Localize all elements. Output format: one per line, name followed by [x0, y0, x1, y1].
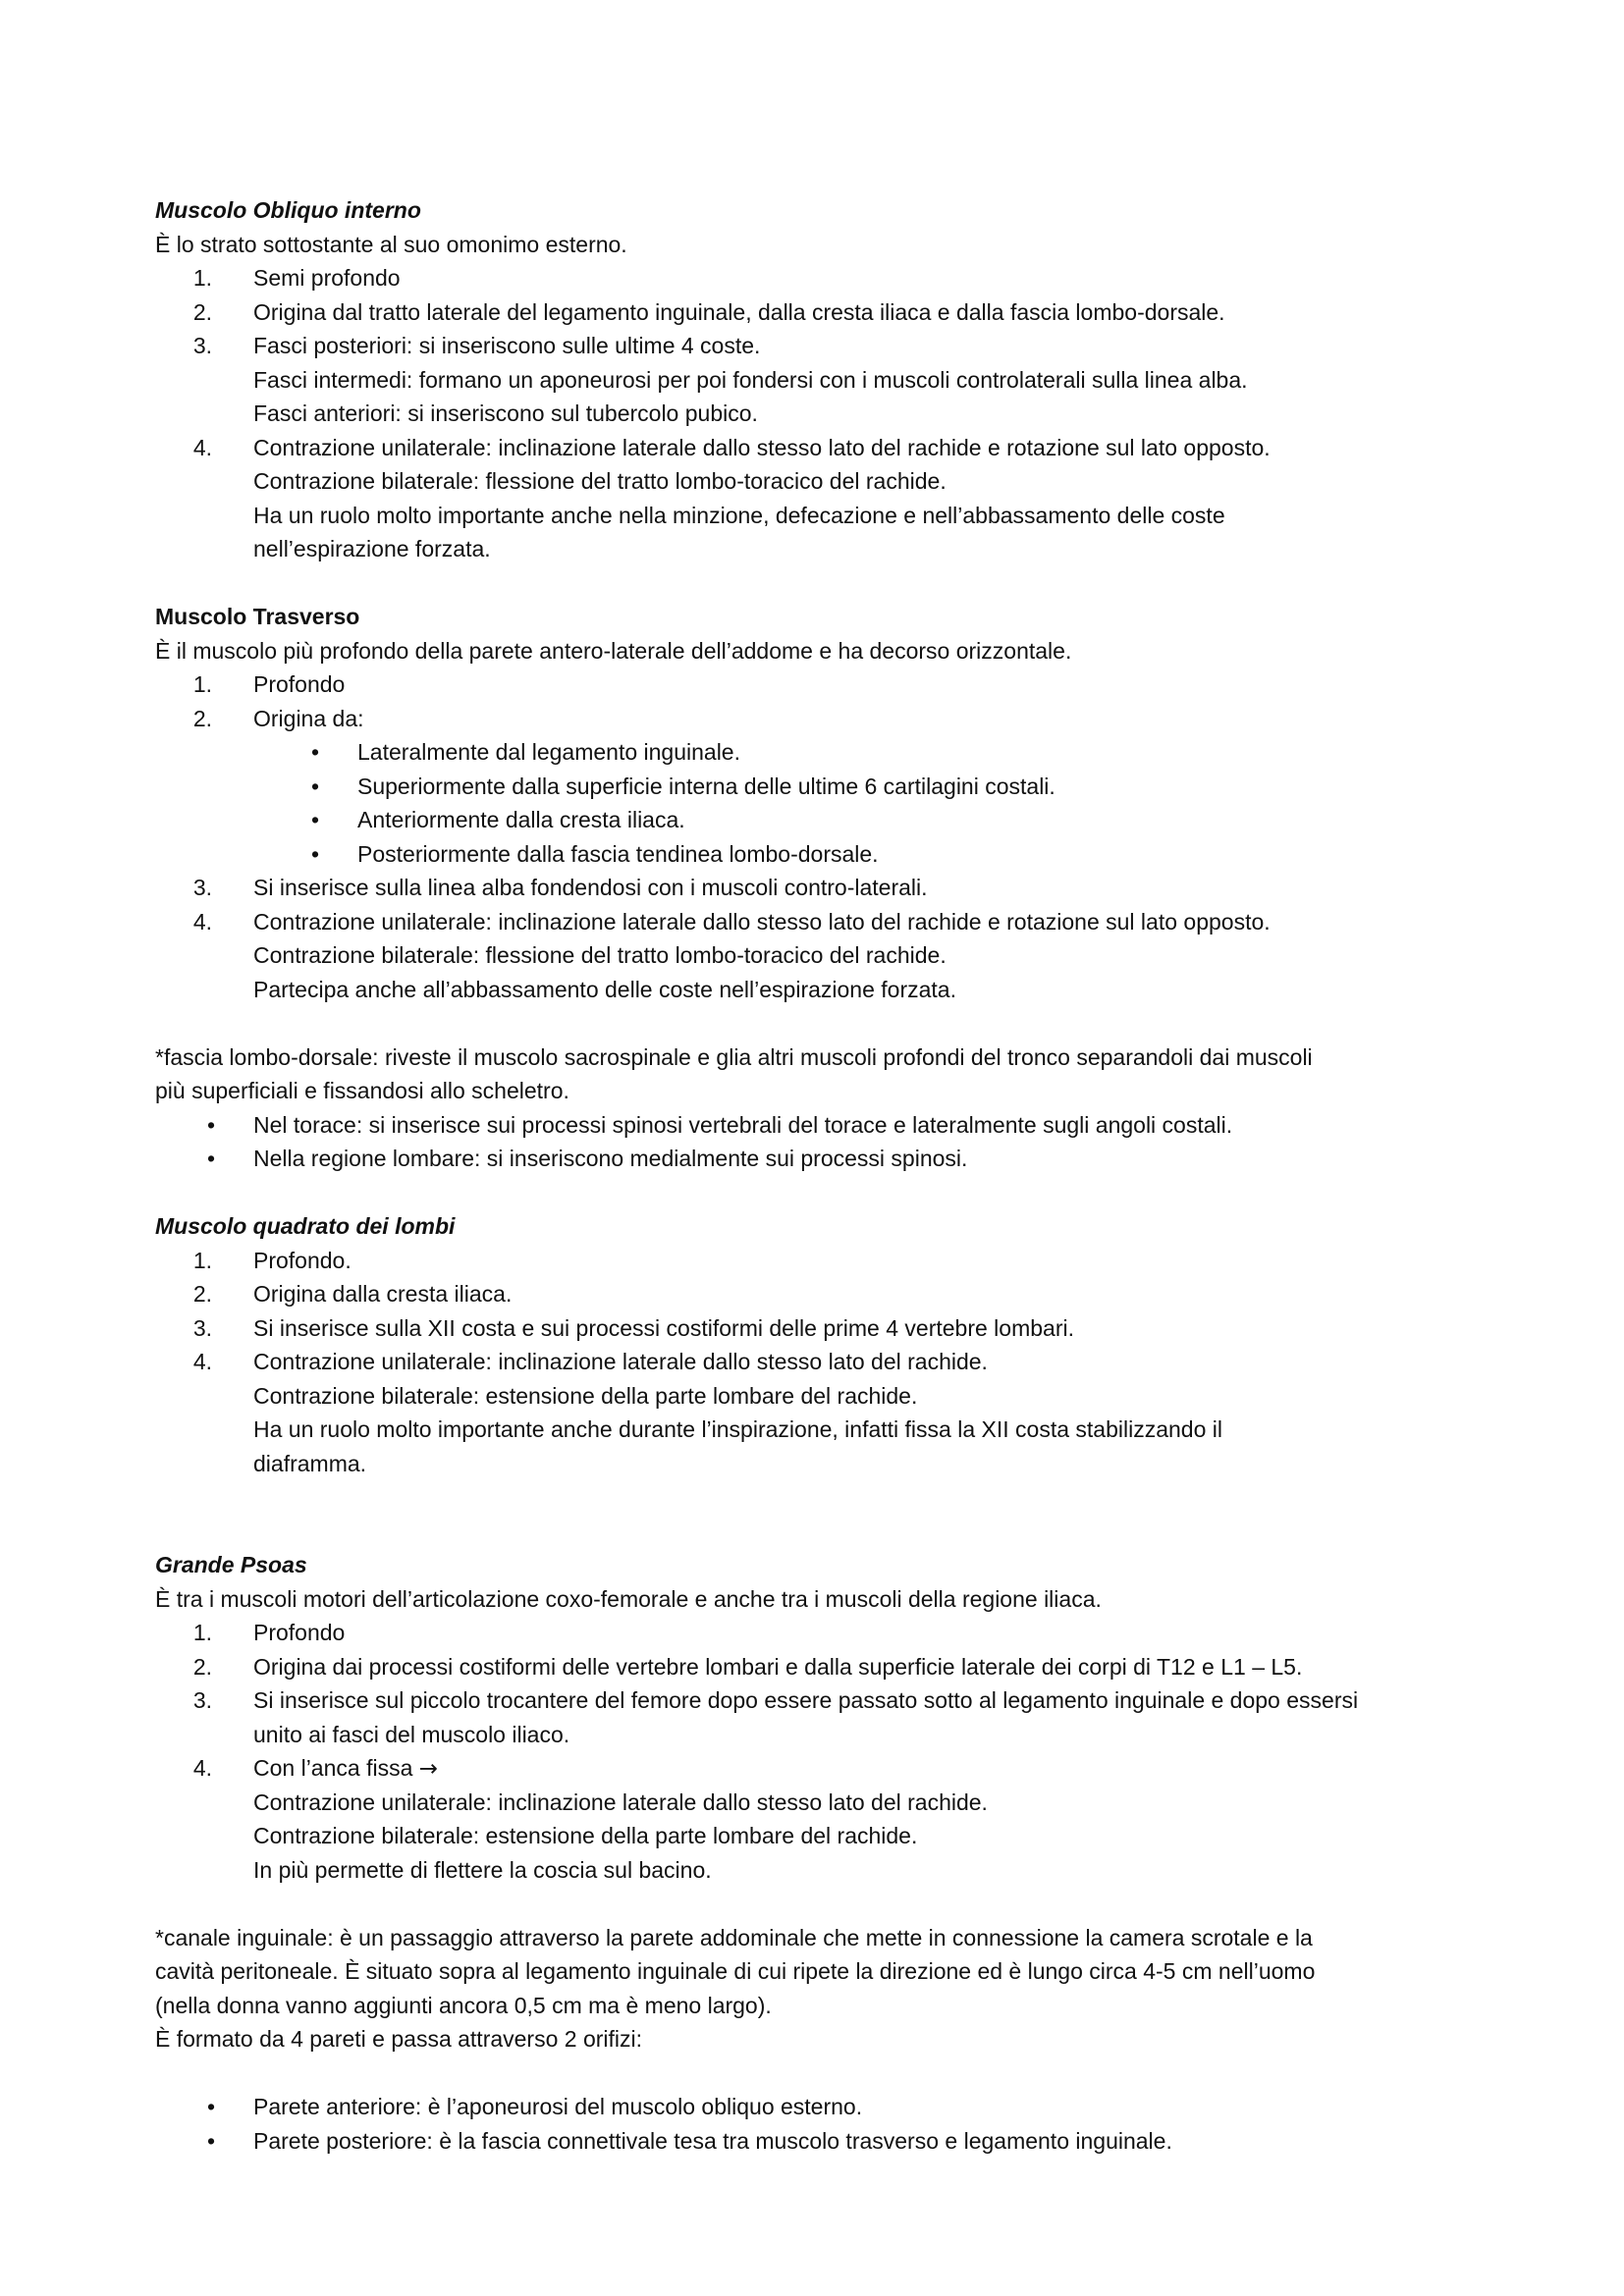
list-number: 2. — [192, 298, 212, 325]
list-text: In più permette di flettere la coscia sul bacino. — [253, 1856, 712, 1883]
bullet-icon: • — [207, 2127, 216, 2154]
list-item — [155, 973, 1490, 1007]
section-title-trasverso: Muscolo Trasverso — [155, 604, 360, 629]
list-text: diaframma. — [253, 1450, 367, 1476]
page-content — [155, 193, 1490, 2158]
bullet-text: Nella regione lombare: si inseriscono medialmente sui processi spinosi. — [253, 1146, 968, 1171]
bullet-text: Parete posteriore: è la fascia connettivale tesa tra muscolo trasverso e legamento inguinale. — [253, 2127, 1172, 2154]
list-text: Origina dalla cresta iliaca. — [253, 1281, 513, 1307]
list-item — [155, 1277, 1490, 1311]
list-number: 1. — [192, 1620, 212, 1645]
list-item — [155, 499, 1490, 533]
list-text: Contrazione bilaterale: flessione del tratto lombo-toracico del rachide. — [253, 468, 947, 494]
note-canale-line-4: È formato da 4 pareti e passa attraverso 2 orifizi: — [155, 2026, 643, 2052]
list-text: nell’espirazione forzata. — [253, 536, 491, 561]
list-item — [155, 1683, 1490, 1718]
list-number: 2. — [192, 1281, 212, 1307]
list-item — [155, 702, 1490, 736]
list-number: 1. — [192, 671, 212, 697]
list-item — [155, 1751, 1490, 1786]
list-text: Fasci posteriori: si inseriscono sulle ultime 4 coste. — [253, 333, 761, 358]
note-canale-line-2: cavità peritoneale. È situato sopra al legamento inguinale di cui ripete la direzione ed è lungo circa 4-5 cm nell’uomo — [155, 1958, 1316, 1984]
list-item — [155, 295, 1490, 330]
list-number: 2. — [192, 705, 212, 731]
bullet-text: Nel torace: si inserisce sui processi spinosi vertebrali del torace e lateralmente sugli angoli costali. — [253, 1111, 1233, 1138]
list-text: Contrazione bilaterale: estensione della parte lombare del rachide. — [253, 1823, 918, 1848]
psoas-list — [155, 1616, 1490, 1887]
list-text: Si inserisce sul piccolo trocantere del femore dopo essere passato sotto al legamento inguinale e dopo essersi — [253, 1687, 1359, 1713]
list-text: Fasci anteriori: si inseriscono sul tubercolo pubico. — [253, 400, 758, 426]
list-text: Fasci intermedi: formano un aponeurosi per poi fondersi con i muscoli controlaterali sulla linea alba. — [253, 366, 1248, 393]
bullet-icon: • — [207, 1111, 216, 1138]
list-item — [155, 329, 1490, 363]
list-item — [155, 1650, 1490, 1684]
list-item — [155, 1413, 1490, 1447]
bullet-icon: • — [311, 773, 320, 799]
trasverso-sublist — [155, 735, 1490, 871]
bullet-icon: • — [207, 1146, 216, 1171]
list-text: Origina da: — [253, 705, 364, 731]
list-number: 3. — [192, 333, 212, 358]
list-text: Contrazione unilaterale: inclinazione laterale dallo stesso lato del rachide. — [253, 1349, 988, 1374]
list-item — [155, 363, 1490, 398]
list-text: Contrazione bilaterale: flessione del tratto lombo-toracico del rachide. — [253, 942, 947, 968]
section-intro-obliquo: È lo strato sottostante al suo omonimo esterno. — [155, 231, 627, 257]
section-title-obliquo: Muscolo Obliquo interno — [155, 197, 421, 223]
trasverso-list-rest — [155, 871, 1490, 1006]
section-intro-trasverso: È il muscolo più profondo della parete antero-laterale dell’addome e ha decorso orizzontale. — [155, 637, 1072, 664]
list-number: 3. — [192, 875, 212, 900]
arrow-right-icon: → — [418, 1756, 439, 1782]
list-item — [155, 1819, 1490, 1853]
bullet-text: Superiormente dalla superficie interna delle ultime 6 cartilagini costali. — [357, 773, 1056, 799]
bullet-icon: • — [311, 840, 320, 867]
list-number: 3. — [192, 1314, 212, 1341]
list-text: Profondo — [253, 1620, 346, 1645]
list-number: 3. — [192, 1687, 212, 1713]
list-item — [155, 1786, 1490, 1820]
list-item — [155, 905, 1490, 939]
list-text: Origina dai processi costiformi delle vertebre lombari e dalla superficie laterale dei corpi di T12 e L1 – L5. — [253, 1653, 1303, 1680]
list-item — [155, 667, 1490, 702]
bullet-icon: • — [311, 807, 320, 832]
list-item — [155, 1244, 1490, 1278]
list-text: Ha un ruolo molto importante anche nella minzione, defecazione e nell’abbassamento delle coste — [253, 502, 1225, 528]
note-fascia-line-1: *fascia lombo-dorsale: riveste il muscolo sacrospinale e glia altri muscoli profondi del tronco separandoli dai muscoli — [155, 1043, 1313, 1070]
list-item — [155, 431, 1490, 465]
list-text: Si inserisce sulla linea alba fondendosi con i muscoli contro-laterali. — [253, 875, 928, 900]
list-item — [155, 1616, 1490, 1650]
bullet-item — [155, 837, 1490, 872]
list-item — [155, 938, 1490, 973]
list-item — [155, 464, 1490, 499]
fascia-bullets — [155, 1108, 1490, 1176]
list-item — [155, 1718, 1490, 1752]
list-number: 4. — [192, 434, 212, 460]
bullet-icon: • — [311, 739, 320, 765]
list-text: Contrazione unilaterale: inclinazione laterale dallo stesso lato del rachide. — [253, 1789, 988, 1815]
obliquo-list — [155, 261, 1490, 566]
list-text: Ha un ruolo molto importante anche durante l’inspirazione, infatti fissa la XII costa stabilizzando il — [253, 1416, 1222, 1442]
list-text: Si inserisce sulla XII costa e sui processi costiformi delle prime 4 vertebre lombari. — [253, 1314, 1074, 1341]
list-item — [155, 532, 1490, 566]
list-number: 1. — [192, 265, 212, 291]
list-item — [155, 1447, 1490, 1481]
list-item — [155, 1379, 1490, 1414]
bullet-item — [155, 803, 1490, 837]
list-text: Con l’anca fissa — [253, 1755, 413, 1781]
note-canale-line-1: *canale inguinale: è un passaggio attraverso la parete addominale che mette in connessione la camera scrotale e la — [155, 1924, 1313, 1950]
list-text: Contrazione unilaterale: inclinazione laterale dallo stesso lato del rachide e rotazione sul lato opposto. — [253, 434, 1271, 460]
list-text: Profondo — [253, 671, 346, 697]
list-item — [155, 1345, 1490, 1379]
list-text: Semi profondo — [253, 265, 401, 291]
bullet-text: Posteriormente dalla fascia tendinea lombo-dorsale. — [357, 840, 879, 867]
list-item — [155, 261, 1490, 295]
bullet-item — [155, 2090, 1490, 2124]
bullet-item — [155, 1142, 1490, 1176]
list-item — [155, 397, 1490, 431]
bullet-item — [155, 770, 1490, 804]
list-text: unito ai fasci del muscolo iliaco. — [253, 1721, 570, 1747]
bullet-text: Anteriormente dalla cresta iliaca. — [357, 807, 685, 832]
note-fascia-line-2: più superficiali e fissandosi allo scheletro. — [155, 1078, 569, 1103]
list-number: 4. — [192, 1755, 212, 1781]
list-number: 4. — [192, 1349, 212, 1374]
canale-bullets — [155, 2090, 1490, 2158]
list-text: Contrazione bilaterale: estensione della parte lombare del rachide. — [253, 1382, 918, 1409]
quadrato-list — [155, 1244, 1490, 1481]
list-item — [155, 871, 1490, 905]
bullet-text: Parete anteriore: è l’aponeurosi del muscolo obliquo esterno. — [253, 2094, 863, 2119]
list-text: Profondo. — [253, 1247, 352, 1273]
note-canale-line-3: (nella donna vanno aggiunti ancora 0,5 cm ma è meno largo). — [155, 1992, 772, 2018]
list-text: Partecipa anche all’abbassamento delle coste nell’espirazione forzata. — [253, 976, 956, 1002]
section-intro-psoas: È tra i muscoli motori dell’articolazione coxo-femorale e anche tra i muscoli della regione iliaca. — [155, 1585, 1102, 1612]
section-title-psoas: Grande Psoas — [155, 1552, 307, 1577]
bullet-icon: • — [207, 2094, 216, 2119]
bullet-item — [155, 735, 1490, 770]
list-number: 4. — [192, 908, 212, 934]
list-item — [155, 1853, 1490, 1888]
list-text: Origina dal tratto laterale del legamento inguinale, dalla cresta iliaca e dalla fascia lombo-dorsale. — [253, 298, 1225, 325]
list-text: Contrazione unilaterale: inclinazione laterale dallo stesso lato del rachide e rotazione sul lato opposto. — [253, 908, 1271, 934]
bullet-text: Lateralmente dal legamento inguinale. — [357, 739, 740, 765]
bullet-item — [155, 1108, 1490, 1143]
list-number: 2. — [192, 1653, 212, 1680]
list-number: 1. — [192, 1247, 212, 1273]
list-item — [155, 1311, 1490, 1346]
section-title-quadrato: Muscolo quadrato dei lombi — [155, 1213, 456, 1239]
bullet-item — [155, 2124, 1490, 2159]
